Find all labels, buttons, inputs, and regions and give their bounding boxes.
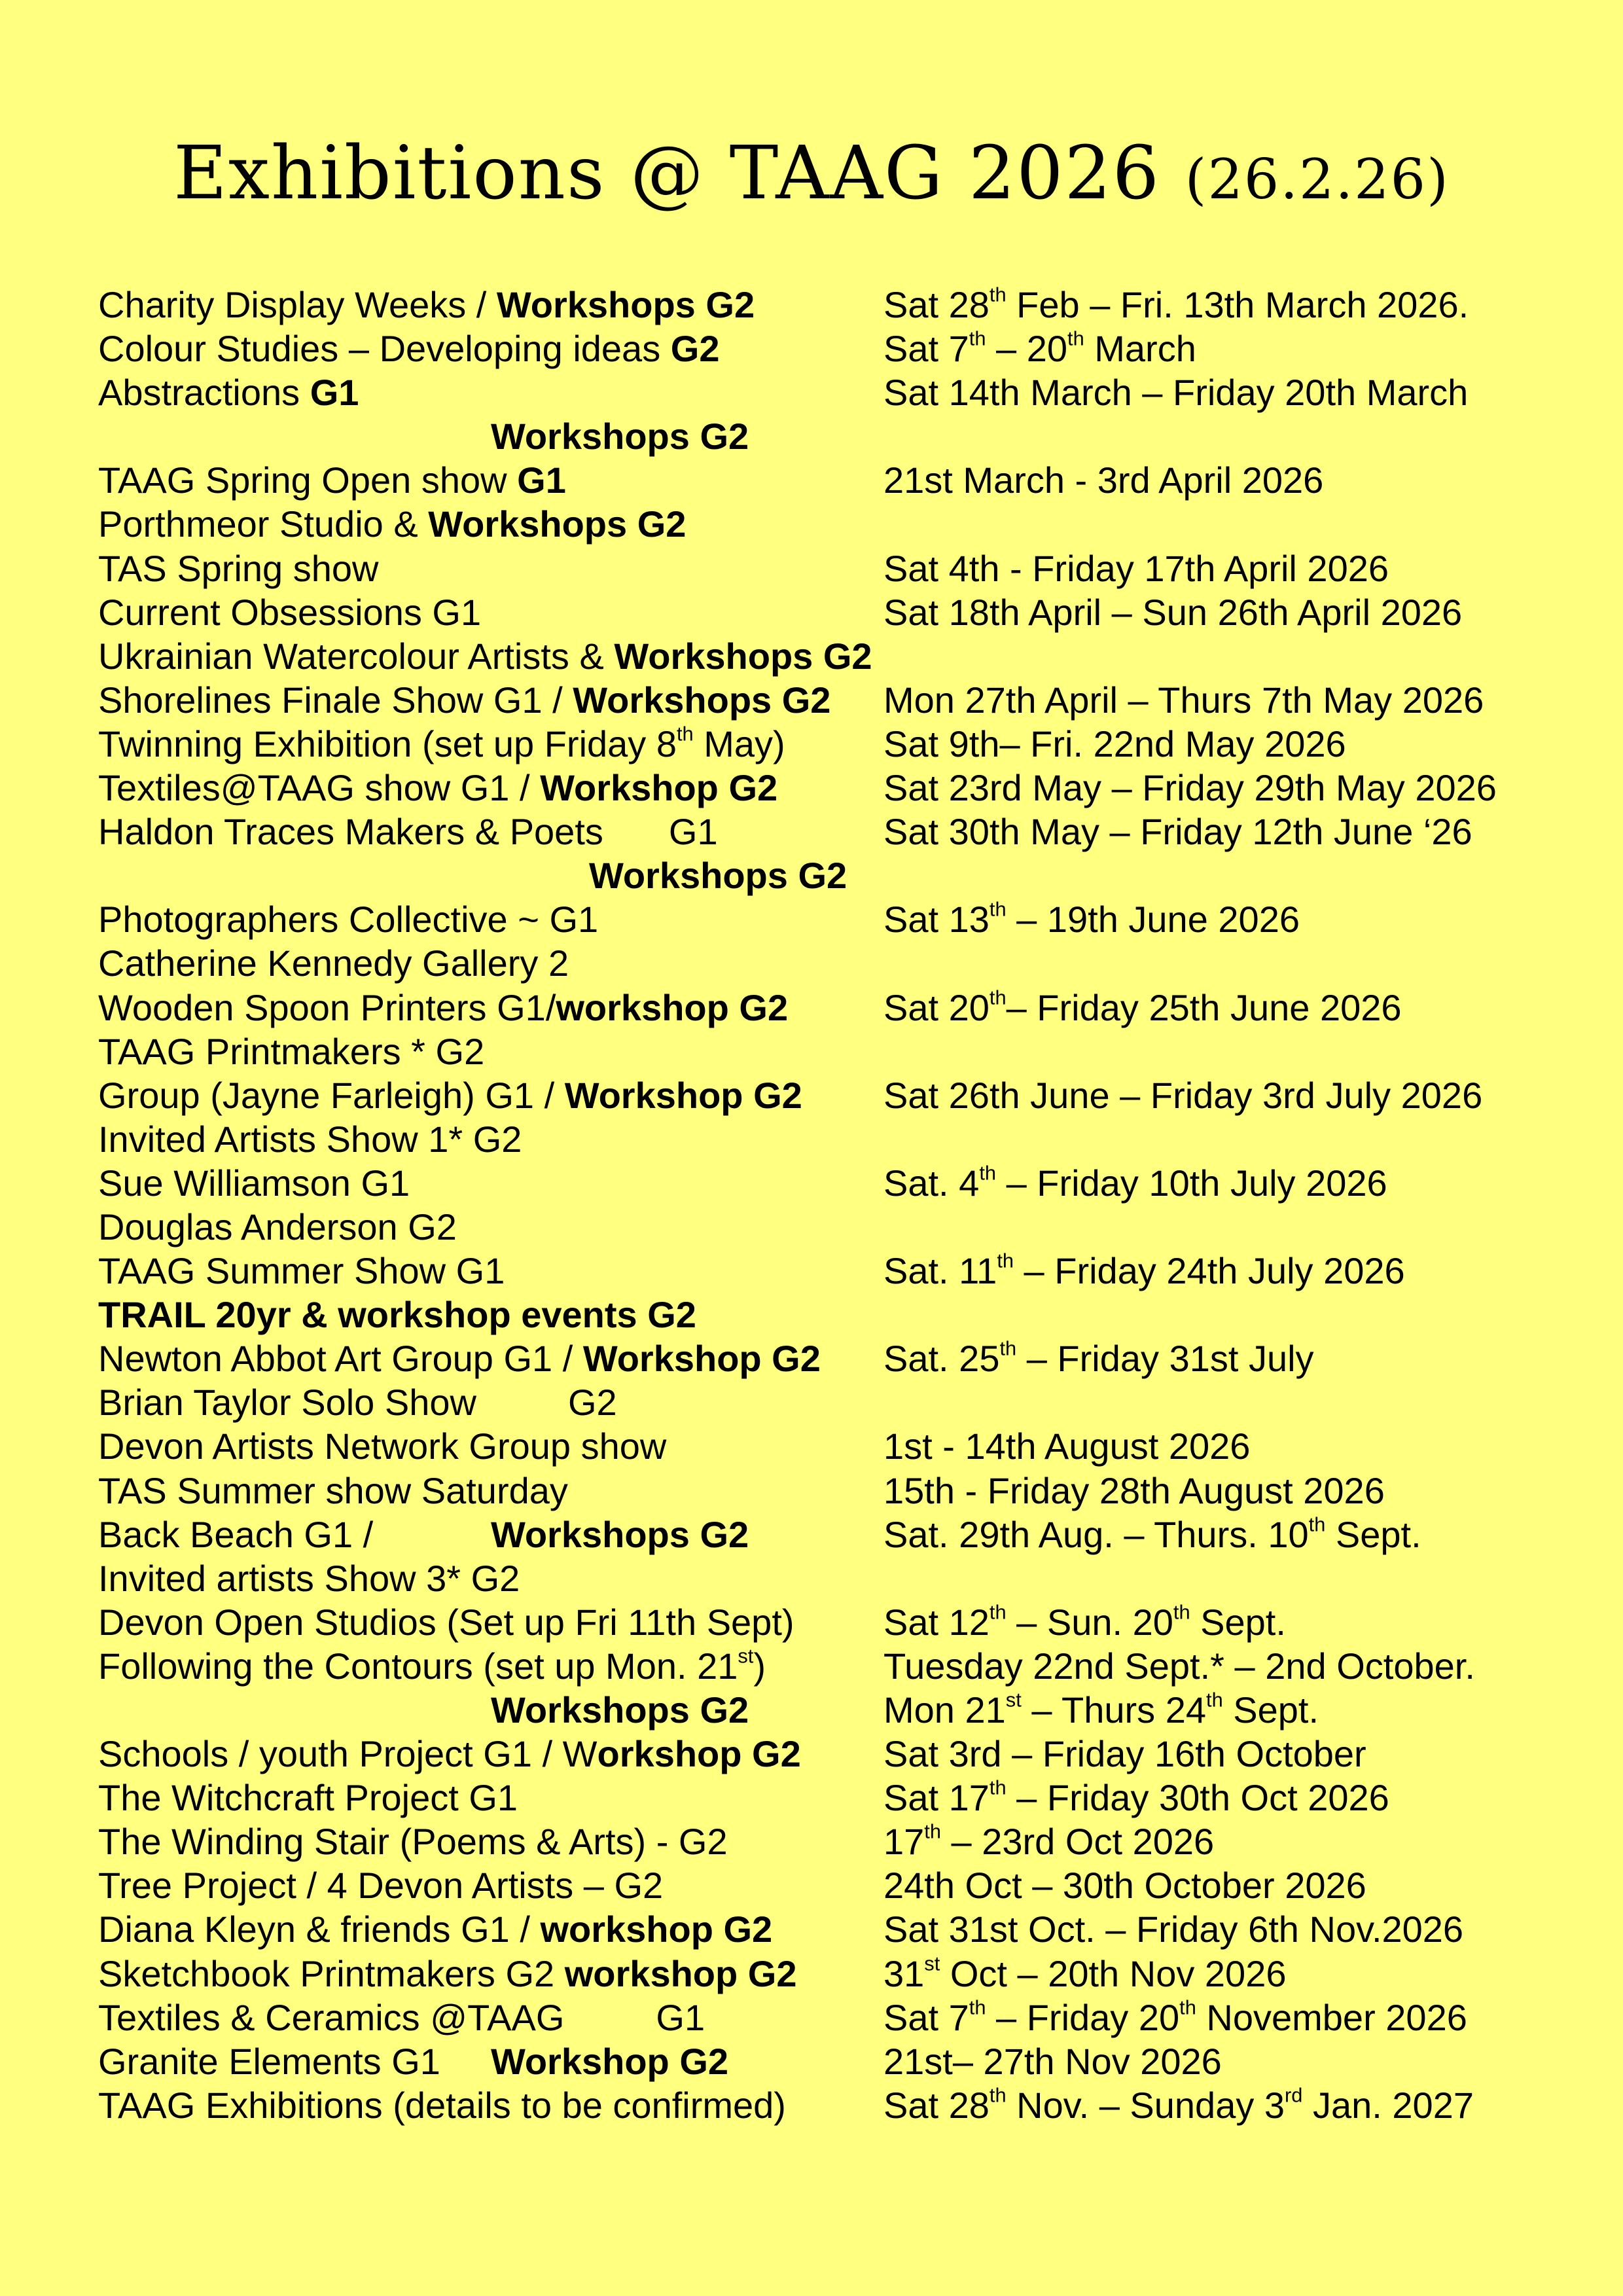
exhibition-date: Sat 9th– Fri. 22nd May 2026: [883, 723, 1346, 764]
list-item: [98, 810, 1603, 853]
list-item: [98, 1776, 1603, 1820]
list-item: [98, 370, 1603, 414]
exhibition-date: Sat 12th – Sun. 20th Sept.: [883, 1600, 1286, 1643]
list-item: [98, 678, 1603, 722]
list-item: [98, 986, 1603, 1030]
exhibition-name: Sketchbook Printmakers G2 workshop G2: [98, 1952, 797, 1994]
exhibition-name: Diana Kleyn & friends G1 / workshop G2: [98, 1909, 773, 1950]
list-item: [98, 1600, 1603, 1644]
exhibition-list: [98, 283, 1603, 2127]
exhibition-date: Sat 4th - Friday 17th April 2026: [883, 547, 1389, 589]
exhibition-date: Sat 30th May – Friday 12th June ‘26: [883, 811, 1472, 853]
list-item: [98, 414, 1603, 458]
exhibition-name: Ukrainian Watercolour Artists & Workshops G2: [98, 635, 872, 677]
list-item: [98, 1161, 1603, 1205]
exhibition-name: Colour Studies – Developing ideas G2: [98, 328, 720, 370]
list-item: [98, 766, 1603, 810]
list-item: [98, 1556, 1603, 1600]
list-item: [98, 1996, 1603, 2039]
list-item: [98, 1293, 1603, 1336]
exhibition-date: Sat. 25th – Friday 31st July: [883, 1336, 1314, 1380]
exhibition-name: Current Obsessions G1: [98, 591, 482, 633]
exhibition-name: Sue Williamson G1: [98, 1162, 410, 1204]
exhibition-date: Mon 21st – Thurs 24th Sept.: [883, 1688, 1319, 1731]
list-item: [98, 722, 1603, 766]
exhibition-name: Newton Abbot Art Group G1 / Workshop G2: [98, 1338, 821, 1380]
exhibition-name: Granite Elements G1: [98, 2040, 440, 2082]
list-item: [98, 634, 1603, 678]
list-item: [98, 1380, 1603, 1424]
exhibition-name: Catherine Kennedy Gallery 2: [98, 942, 569, 984]
exhibition-name: Textiles & Ceramics @TAAG G1: [98, 1996, 705, 2038]
exhibition-name: Douglas Anderson G2: [98, 1206, 457, 1247]
exhibition-name: Porthmeor Studio & Workshops G2: [98, 503, 687, 545]
exhibition-name: Back Beach G1 /: [98, 1513, 374, 1555]
list-item: [98, 1117, 1603, 1161]
exhibition-date: 21st March - 3rd April 2026: [883, 459, 1324, 501]
list-item: [98, 1863, 1603, 1907]
list-item: [98, 2083, 1603, 2127]
exhibition-date: 15th - Friday 28th August 2026: [883, 1469, 1385, 1511]
workshop-label: Workshop G2: [491, 2040, 729, 2082]
exhibition-name: Photographers Collective ~ G1: [98, 899, 599, 941]
exhibition-name: TAS Summer show Saturday: [98, 1469, 568, 1511]
exhibition-name: Invited Artists Show 1* G2: [98, 1118, 522, 1160]
exhibition-name: Tree Project / 4 Devon Artists – G2: [98, 1865, 664, 1907]
list-item: [98, 1205, 1603, 1249]
exhibition-date: Sat 28th Feb – Fri. 13th March 2026.: [883, 283, 1469, 325]
list-item: [98, 1907, 1603, 1951]
exhibition-date: 24th Oct – 30th October 2026: [883, 1865, 1366, 1907]
exhibition-date: Sat 7th – Friday 20th November 2026: [883, 1996, 1467, 2038]
exhibition-date: Sat. 11th – Friday 24th July 2026: [883, 1249, 1405, 1292]
exhibition-name: Workshops G2: [491, 1689, 749, 1731]
exhibition-date: Sat 14th March – Friday 20th March: [883, 372, 1469, 414]
exhibition-name: TAS Spring show: [98, 547, 379, 589]
list-item: [98, 547, 1603, 590]
exhibition-date: Sat 7th – 20th March: [883, 327, 1196, 370]
exhibition-name: The Witchcraft Project G1: [98, 1777, 518, 1819]
exhibition-name: TAAG Printmakers * G2: [98, 1030, 485, 1072]
list-item: [98, 2039, 1603, 2083]
exhibition-name: Workshops G2: [491, 416, 749, 457]
list-item: [98, 502, 1603, 546]
list-item: [98, 590, 1603, 634]
exhibition-date: 31st Oct – 20th Nov 2026: [883, 1951, 1287, 1994]
list-item: [98, 1336, 1603, 1380]
exhibition-date: Sat 26th June – Friday 3rd July 2026: [883, 1074, 1483, 1116]
list-item: [98, 1513, 1603, 1556]
exhibition-name: Shorelines Finale Show G1 / Workshops G2: [98, 679, 831, 721]
title-main: Exhibitions @ TAAG 2026: [173, 131, 1161, 216]
exhibition-name: Charity Display Weeks / Workshops G2: [98, 284, 755, 325]
exhibition-date: Sat. 29th Aug. – Thurs. 10th Sept.: [883, 1513, 1421, 1555]
workshop-label: Workshops G2: [491, 1513, 749, 1555]
page-title: [0, 131, 1623, 216]
exhibition-name: Devon Artists Network Group show: [98, 1426, 667, 1467]
exhibition-date: Sat 18th April – Sun 26th April 2026: [883, 591, 1463, 633]
exhibition-date: Sat 20th– Friday 25th June 2026: [883, 985, 1402, 1028]
exhibition-date: Sat 28th Nov. – Sunday 3rd Jan. 2027: [883, 2083, 1474, 2126]
exhibition-name: Textiles@TAAG show G1 / Workshop G2: [98, 767, 778, 809]
exhibition-name: Following the Contours (set up Mon. 21st): [98, 1644, 766, 1687]
list-item: [98, 1688, 1603, 1732]
list-item: [98, 1249, 1603, 1293]
exhibition-date: Sat 23rd May – Friday 29th May 2026: [883, 767, 1497, 809]
exhibition-name: Devon Open Studios (Set up Fri 11th Sept): [98, 1601, 794, 1643]
title-date: (26.2.26): [1185, 147, 1450, 211]
list-item: [98, 1030, 1603, 1073]
exhibition-date: Sat 3rd – Friday 16th October: [883, 1733, 1366, 1775]
exhibition-name: Wooden Spoon Printers G1/workshop G2: [98, 986, 789, 1028]
exhibition-name: TAAG Summer Show G1: [98, 1250, 505, 1292]
exhibition-name: TAAG Spring Open show G1: [98, 459, 566, 501]
list-item: [98, 1469, 1603, 1513]
list-item: [98, 1644, 1603, 1688]
exhibition-name: Workshops G2: [589, 855, 847, 897]
exhibition-name: TAAG Exhibitions (details to be confirmed): [98, 2084, 786, 2126]
list-item: [98, 941, 1603, 985]
list-item: [98, 1424, 1603, 1468]
list-item: [98, 897, 1603, 941]
exhibition-name: Invited artists Show 3* G2: [98, 1557, 520, 1599]
exhibition-name: Abstractions G1: [98, 372, 359, 414]
list-item: [98, 1952, 1603, 1996]
exhibition-name: Brian Taylor Solo Show G2: [98, 1382, 617, 1424]
exhibition-name: The Winding Stair (Poems & Arts) - G2: [98, 1821, 728, 1863]
list-item: [98, 327, 1603, 370]
exhibition-date: Mon 27th April – Thurs 7th May 2026: [883, 679, 1484, 721]
exhibition-date: Sat. 4th – Friday 10th July 2026: [883, 1161, 1387, 1204]
exhibition-name: Group (Jayne Farleigh) G1 / Workshop G2: [98, 1074, 802, 1116]
list-item: [98, 458, 1603, 502]
exhibition-date: 21st– 27th Nov 2026: [883, 2040, 1222, 2082]
exhibition-name: TRAIL 20yr & workshop events G2: [98, 1294, 696, 1336]
exhibition-name: Schools / youth Project G1 / Workshop G2: [98, 1733, 801, 1775]
exhibition-date: Sat 13th – 19th June 2026: [883, 897, 1300, 941]
exhibition-date: 1st - 14th August 2026: [883, 1426, 1251, 1467]
list-item: [98, 1820, 1603, 1863]
exhibition-name: Twinning Exhibition (set up Friday 8th May): [98, 722, 785, 764]
list-item: [98, 853, 1603, 897]
list-item: [98, 1073, 1603, 1117]
exhibition-date: Sat 31st Oct. – Friday 6th Nov.2026: [883, 1909, 1464, 1950]
exhibition-date: 17th – 23rd Oct 2026: [883, 1820, 1215, 1863]
exhibition-date: Tuesday 22nd Sept.* – 2nd October.: [883, 1645, 1475, 1687]
exhibition-name: Haldon Traces Makers & Poets G1: [98, 811, 718, 853]
list-item: [98, 283, 1603, 327]
list-item: [98, 1732, 1603, 1776]
exhibition-date: Sat 17th – Friday 30th Oct 2026: [883, 1776, 1389, 1819]
